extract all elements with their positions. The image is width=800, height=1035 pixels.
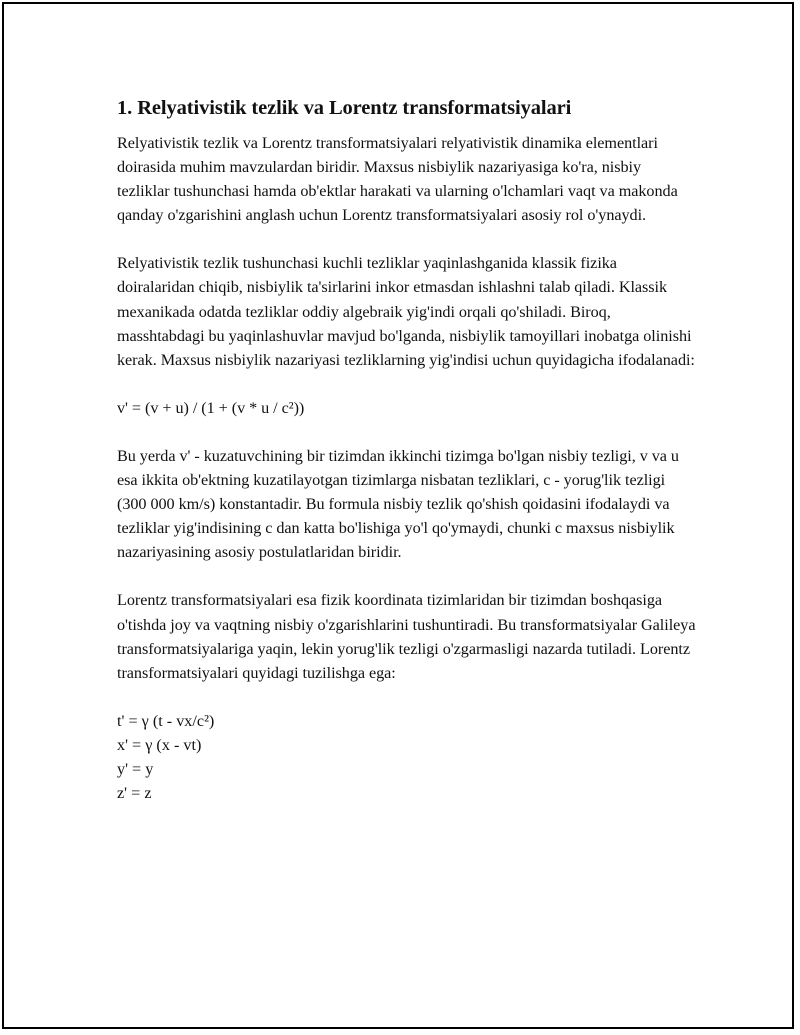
document-body — [117, 95, 697, 805]
formula-z: z' = z — [117, 784, 152, 803]
paragraph-lorentz-intro: Lorentz transformatsiyalari esa fizik koordinata tizimlaridan bir tizimdan boshqasiga o'tishda joy va vaqtning nisbiy o'zgarishlarini tushuntiradi. Bu transformatsiyalar Galileya transformatsiyalariga yaqin, lekin yorug'lik tezligi o'zgarmasligi nazarda tutiladi. Lorentz transformatsiyalari quyidagi tuzilishga ega: — [117, 591, 696, 682]
paragraph-relativistic-velocity: Relyativistik tezlik tushunchasi kuchli tezliklar yaqinlashganida klassik fizika doiralaridan chiqib, nisbiylik ta'sirlarini inkor etmasdan ishlashni talab qiladi. Klassik mexanikada odatda tezliklar oddiy algebraik yig'indi orqali qo'shiladi. Biroq, masshtabdagi bu yaqinlashuvlar mavjud bo'lganda, nisbiylik tamoyillari inobatga olinishi kerak. Maxsus nisbiylik nazariyasi tezliklarning yig'indisi uchun quyidagicha ifodalanadi: — [117, 254, 695, 369]
section-heading: 1. Relyativistik tezlik va Lorentz transformatsiyalari — [117, 97, 572, 119]
paragraph-formula-explanation: Bu yerda v' - kuzatuvchining bir tizimdan ikkinchi tizimga bo'lgan nisbiy tezligi, v va u esa ikkita ob'ektning kuzatilayotgan tizimlarga nisbatan tezliklari, c - yorug'lik tezligi (300 000 km/s) konstantadir. Bu formula nisbiy tezlik qo'shish qoidasini ifodalaydi va tezliklar yig'indisining c dan katta bo'lishiga yo'l qo'ymaydi, chunki c maxsus nisbiylik nazariyasining asosiy postulatlaridan biridir. — [117, 446, 679, 562]
formula-x: x' = γ (x - vt) — [117, 735, 202, 754]
velocity-addition-formula: v' = (v + u) / (1 + (v * u / c²)) — [117, 398, 305, 417]
paragraph-intro: Relyativistik tezlik va Lorentz transformatsiyalari relyativistik dinamika elementlari doirasida muhim mavzulardan biridir. Maxsus nisbiylik nazariyasiga ko'ra, nisbiy tezliklar tushunchasi hamda ob'ektlar harakati va ularning o'lchamlari vaqt va makonda qanday o'zgarishini anglash uchun Lorentz transformatsiyalari asosiy rol o'ynaydi. — [117, 134, 678, 225]
formula-y: y' = y — [117, 759, 154, 778]
lorentz-formulas — [117, 709, 697, 805]
formula-t: t' = γ (t - vx/c²) — [117, 711, 215, 730]
